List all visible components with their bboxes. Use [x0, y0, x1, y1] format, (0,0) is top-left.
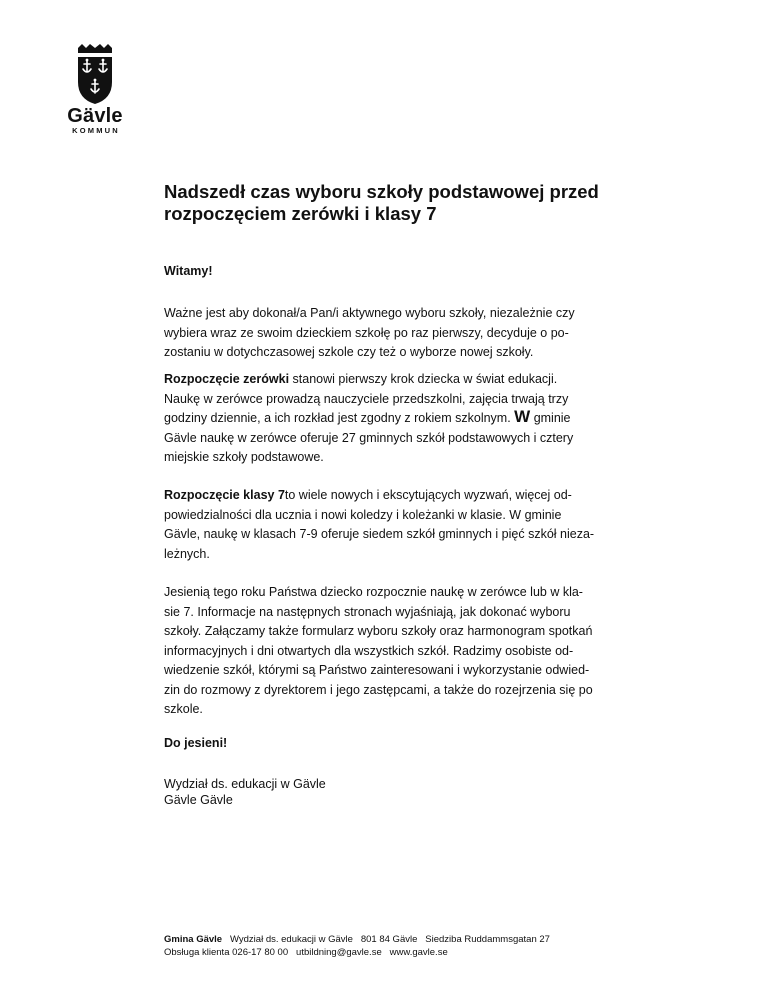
paragraph-3-line: Gävle, naukę w klasach 7-9 oferuje siedem szkół gminnych i pięć szkół nieza- — [164, 527, 595, 541]
paragraph-2-line: Naukę w zerówce prowadzą nauczyciele przedszkolni, zajęcia trwają trzy — [164, 391, 569, 406]
page-title — [164, 181, 664, 225]
paragraph-2-line: miejskie szkoły podstawowe. — [164, 450, 324, 464]
paragraph-4-line: sie 7. Informacje na następnych stronach wyjaśniają, jak dokonać wyboru — [164, 604, 571, 619]
paragraph-2 — [164, 370, 573, 468]
footer — [164, 933, 550, 959]
paragraph-2-lead: Rozpoczęcie zerówki — [164, 372, 290, 386]
greeting: Witamy! — [164, 264, 213, 278]
signature-line: Wydział ds. edukacji w Gävle — [164, 777, 326, 791]
paragraph-3-lead: Rozpoczęcie klasy 7 — [164, 488, 285, 502]
title-line-2: rozpoczęciem zerówki i klasy 7 — [164, 203, 437, 224]
logo-subtitle: KOMMUN — [72, 126, 120, 135]
paragraph-2-line: godziny dziennie, a ich rozkład jest zgodny z rokiem szkolnym. — [164, 411, 515, 425]
paragraph-4-line: wiedzenie szkół, którymi są Państwo zainteresowani i wykorzystanie odwied- — [164, 663, 590, 677]
paragraph-3-line: powiedzialności dla ucznia i nowi koledzy i koleżanki w klasie. W gminie — [164, 507, 562, 522]
paragraph-3 — [164, 486, 594, 564]
paragraph-1-line: Ważne jest aby dokonał/a Pan/i aktywnego wyboru szkoły, niezależnie czy — [164, 306, 575, 320]
paragraph-3-line: leżnych. — [164, 546, 210, 561]
coat-of-arms-icon — [75, 44, 115, 104]
paragraph-3-line: to wiele nowych i ekscytujących wyzwań, więcej od- — [284, 488, 572, 502]
paragraph-4 — [164, 583, 593, 720]
paragraph-2-line: Gävle naukę w zerówce oferuje 27 gminnych szkół podstawowych i cztery — [164, 430, 574, 445]
paragraph-1-line: wybiera wraz ze swoim dzieckiem szkołę po raz pierwszy, decyduje o po- — [164, 325, 569, 340]
paragraph-1-line: zostaniu w dotychczasowej szkole czy też o wyborze nowej szkoły. — [164, 345, 534, 359]
footer-org: Gmina Gävle — [164, 934, 223, 945]
footer-contact: Obsługa klienta 026-17 80 00 utbildning@gavle.se www.gavle.se — [164, 947, 448, 958]
paragraph-4-line: Jesienią tego roku Państwa dziecko rozpocznie naukę w zerówce lub w kla- — [164, 585, 583, 599]
paragraph-2-big-w: W — [514, 407, 531, 426]
signature — [164, 776, 326, 808]
paragraph-4-line: informacyjnych i dni otwartych dla wszystkich szkół. Radzimy osobiste od- — [164, 643, 574, 658]
paragraph-2-line: gminie — [530, 411, 571, 425]
paragraph-1 — [164, 304, 575, 363]
signature-line: Gävle Gävle — [164, 793, 233, 807]
paragraph-4-line: szkole. — [164, 702, 203, 716]
logo-name: Gävle — [67, 105, 123, 127]
paragraph-4-line: zin do rozmowy z dyrektorem i jego zastępcami, a także do rozejrzenia się po — [164, 682, 593, 697]
paragraph-2-line: stanowi pierwszy krok dziecka w świat edukacji. — [289, 372, 558, 386]
closing: Do jesieni! — [164, 736, 228, 750]
gavle-kommun-logo — [66, 44, 124, 135]
paragraph-4-line: szkoły. Załączamy także formularz wyboru szkoły oraz harmonogram spotkań — [164, 624, 593, 638]
footer-address: Wydział ds. edukacji w Gävle 801 84 Gävle Siedziba Ruddammsgatan 27 — [222, 934, 550, 945]
title-line-1: Nadszedł czas wyboru szkoły podstawowej przed — [164, 181, 599, 202]
